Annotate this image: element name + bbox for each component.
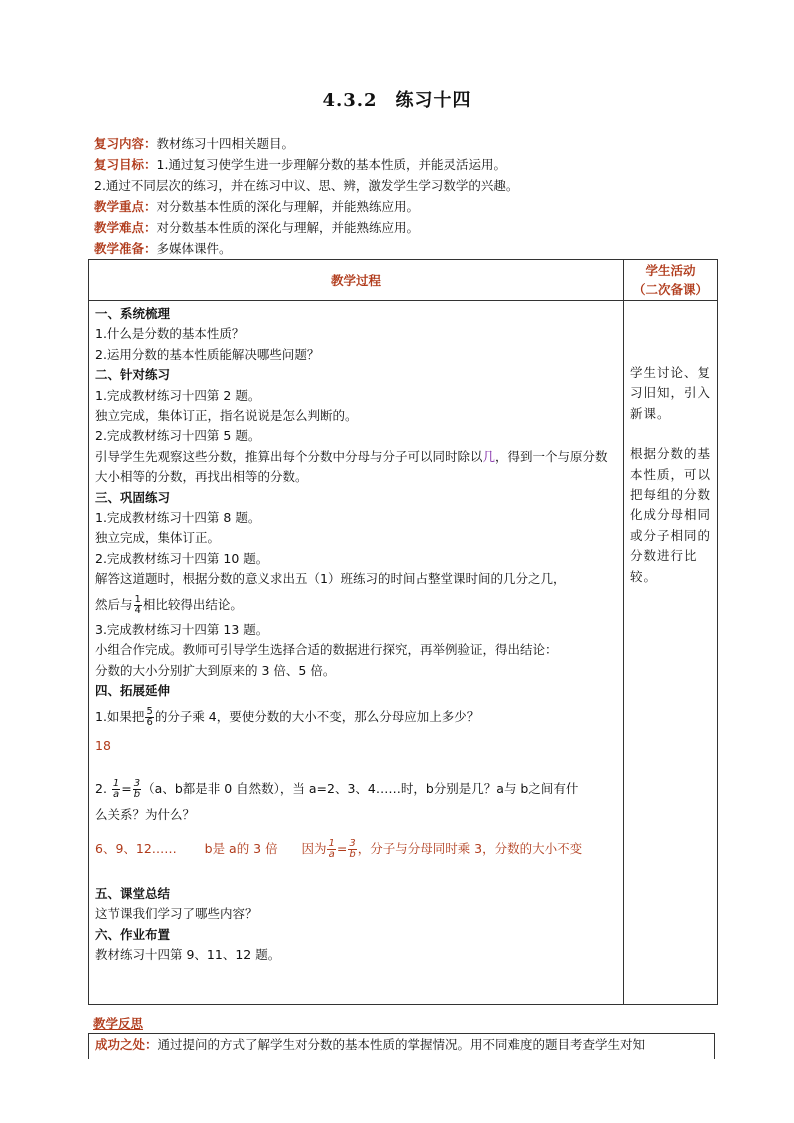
header-student-activity: 学生活动 （二次备课）: [624, 260, 718, 301]
reflection-title: 教学反思: [93, 1016, 144, 1031]
activity-note-2: 根据分数的基本性质，可以把每组的分数化成分母相同或分子相同的分数进行比较。: [630, 446, 712, 584]
paragraph: 引导学生先观察这些分数，推算出每个分数中分母与分子可以同时除以几，得到一个与原分数大小相等的分数，再找出相等的分数。: [95, 448, 608, 485]
meta-difficulty: 教学难点：对分数基本性质的深化与理解，并能熟练应用。: [94, 220, 420, 235]
lesson-title: 练习十四: [395, 90, 472, 111]
meta-key-point: 教学重点：对分数基本性质的深化与理解，并能熟练应用。: [94, 199, 420, 214]
meta-review-goal-2: 2.通过不同层次的练习，并在练习中议、思、辨，激发学生学习数学的兴趣。: [94, 178, 519, 193]
lesson-number: 4.3.2: [322, 90, 378, 111]
meta-review-goal: 复习目标：1.通过复习使学生进一步理解分数的基本性质，并能灵活运用。: [94, 157, 506, 172]
section-title: 二、针对练习: [95, 367, 171, 383]
lesson-table: [88, 259, 718, 1005]
header-teaching-process: 教学过程: [89, 260, 624, 301]
fraction-three-over-b: $\frac{3}{b}$: [133, 778, 141, 801]
answer-1: 18: [95, 738, 111, 754]
student-activity-cell: [624, 301, 718, 1005]
section-title: 五、课堂总结: [95, 885, 171, 901]
reflection-box: 成功之处：通过提问的方式了解学生对分数的基本性质的掌握情况。用不同难度的题目考查学生对知: [88, 1033, 715, 1059]
answer-2: 6、9、12…… b是 a的 3 倍 因为 $\frac{1}{a}$ = $\frac{3}{b}$ ，分子与分母同时乘 3，分数的大小不变: [95, 837, 583, 860]
section-title: 六、作业布置: [95, 926, 171, 942]
fraction-five-sixths: $\frac{5}{6}$: [146, 706, 153, 729]
meta-review-content: 复习内容：教材练习十四相关题目。: [94, 136, 295, 151]
teaching-process-cell: 一、系统梳理 1.什么是分数的基本性质？ 2.运用分数的基本性质能解决哪些问题？ 二、针对练习 1.完成教材练习十四第 2 题。 独立完成，集体订正，指名说说是怎么判断的。 2.完成教材练习十四第 5 题。 引导学生先观察这些分数，推算出每个分数中分母与分子可以同时除以几，得到一个与原分数大小相等的分数，再找出相等的分数。 三、巩固练习 1.完成教材练习十四第 8 题。 独立完成，集体订正。 2.完成教材练习十四第 10 题。 解答这道题时，根据分数的意义求出五（1）班练习的时间占整堂课时间的几分之几， 然后与 $\frac{1}{4}$ 相比较得出结论。 3.完成教材练习十四第 13 题。 小组合作完成。教师可引导学生选择合适的数据进行探究，再举例验证，得出结论： 分数的大小分别扩大到原来的 3 倍、5 倍。 四、拓展延伸 1.如果把 $\frac{5}{6}$ 的分子乘 4，要使分数的大小不变，那么分母应加上多少？ 18 2. $\frac{1}{a}$ = $\frac{3}{b}$ （a、b都是非 0 自然数），当 a=2、3、4……时，b分别是几？a与 b之间有什 么关系？为什么？ 6、9、12…… b是 a的 3 倍 因为 $\frac{1}{a}$ = $\frac{3}{b}$ ，分子与分母同时乘 3，分数的大小不变 五、课堂总结 这节课我们学习了哪些内容？ 六、作业布置 教材练习十四第 9、11、12 题。: [89, 301, 624, 1005]
activity-note-1: 学生讨论、复习旧知，引入新课。: [630, 365, 712, 421]
section-title: 一、系统梳理: [95, 306, 171, 321]
section-title: 四、拓展延伸: [95, 682, 171, 698]
fraction-one-quarter: $\frac{1}{4}$: [134, 593, 141, 616]
fraction-one-over-a: $\frac{1}{a}$: [112, 778, 120, 801]
page-title: [0, 86, 794, 112]
meta-preparation: 教学准备：多媒体课件。: [94, 241, 232, 256]
section-title: 三、巩固练习: [95, 489, 171, 505]
